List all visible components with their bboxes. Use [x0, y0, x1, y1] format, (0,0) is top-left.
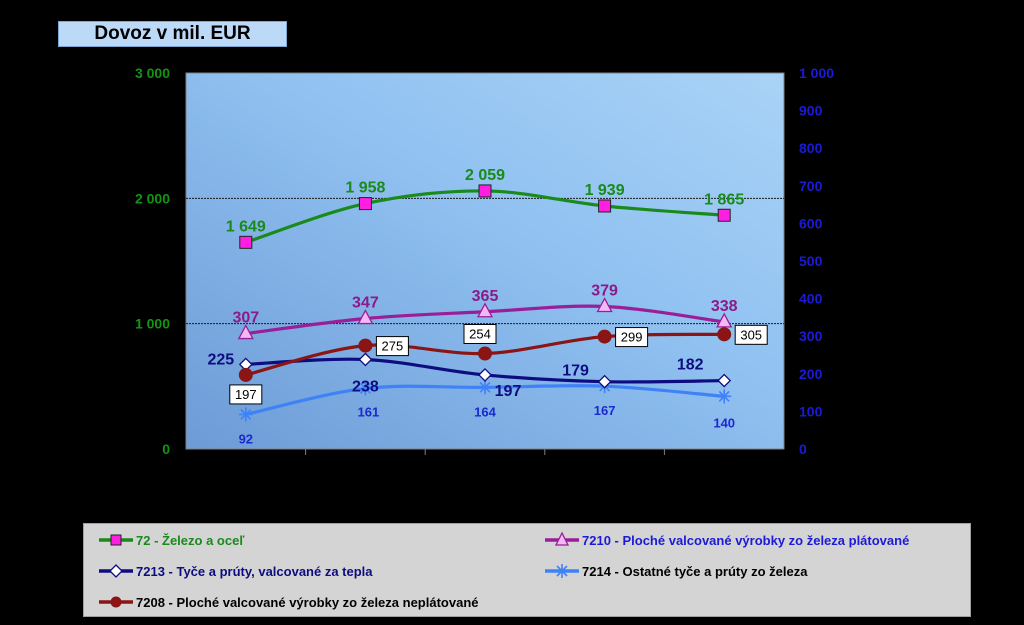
data-label: 182 — [676, 356, 704, 374]
legend-item — [98, 592, 479, 612]
y-left-tick-label: 2 000 — [134, 190, 170, 207]
data-label: 161 — [357, 404, 380, 420]
legend-item — [98, 530, 244, 550]
y-right-tick-label: 100 — [799, 403, 823, 420]
data-label: 179 — [562, 362, 589, 380]
data-label: 1 865 — [704, 191, 745, 209]
data-label: 338 — [710, 297, 738, 315]
data-point — [599, 200, 611, 212]
y-left-tick-label: 3 000 — [134, 65, 170, 81]
data-label: 275 — [381, 338, 404, 354]
data-label: 92 — [238, 431, 254, 447]
data-label: 140 — [713, 415, 736, 431]
y-left-tick-label: 0 — [162, 441, 170, 457]
legend-label: 7210 - Ploché valcované výrobky zo železa plátované — [582, 532, 910, 548]
data-point — [718, 209, 730, 221]
y-right-tick-label: 800 — [799, 140, 823, 157]
legend — [83, 523, 971, 617]
chart-title: Dovoz v mil. EUR — [58, 21, 287, 47]
y-right-tick-label: 1 000 — [799, 65, 835, 81]
data-point — [479, 185, 491, 197]
legend-item — [544, 561, 807, 581]
y-right-tick-label: 300 — [799, 328, 823, 345]
legend-marker-icon — [98, 593, 134, 611]
data-label: 1 939 — [584, 181, 625, 199]
data-point — [479, 347, 492, 360]
y-right-tick-label: 500 — [799, 253, 823, 269]
legend-label: 7214 - Ostatné tyče a prúty zo železa — [582, 563, 808, 579]
data-point — [240, 236, 252, 248]
y-right-tick-label: 0 — [799, 441, 807, 457]
data-point — [359, 198, 371, 210]
data-label: 1 958 — [345, 179, 386, 197]
data-label: 347 — [352, 294, 379, 312]
data-label: 365 — [471, 287, 499, 305]
legend-item — [98, 561, 373, 581]
y-right-tick-label: 700 — [799, 177, 823, 194]
y-right-tick-label: 200 — [799, 365, 823, 382]
y-right-tick-label: 900 — [799, 102, 823, 119]
y-right-tick-label: 600 — [799, 215, 823, 232]
legend-item — [544, 530, 909, 550]
data-label: 238 — [352, 378, 379, 396]
data-label: 167 — [593, 403, 616, 419]
data-point — [239, 407, 253, 421]
legend-marker-icon — [544, 562, 580, 580]
data-label: 225 — [207, 351, 235, 369]
legend-label: 7208 - Ploché valcované výrobky zo železa neplátované — [136, 594, 479, 610]
data-point — [598, 330, 611, 343]
data-label: 164 — [474, 404, 496, 420]
legend-marker-icon — [544, 531, 580, 549]
data-label: 299 — [620, 329, 643, 345]
data-label: 1 649 — [225, 218, 266, 236]
data-label: 197 — [494, 382, 522, 400]
data-point — [718, 328, 731, 341]
data-label: 254 — [469, 326, 491, 342]
legend-label: 72 - Železo a oceľ — [136, 532, 245, 548]
legend-marker-icon — [98, 562, 134, 580]
y-left-tick-label: 1 000 — [134, 315, 170, 332]
data-label: 379 — [591, 282, 618, 300]
data-label: 305 — [740, 327, 763, 343]
data-label: 307 — [232, 309, 260, 327]
data-label: 197 — [234, 386, 257, 402]
data-point — [239, 368, 252, 381]
data-label: 2 059 — [464, 166, 506, 184]
data-point — [478, 380, 492, 394]
y-right-tick-label: 400 — [799, 290, 823, 307]
data-point — [359, 339, 372, 352]
legend-marker-icon — [98, 531, 134, 549]
legend-label: 7213 - Tyče a prúty, valcované za tepla — [136, 563, 373, 579]
